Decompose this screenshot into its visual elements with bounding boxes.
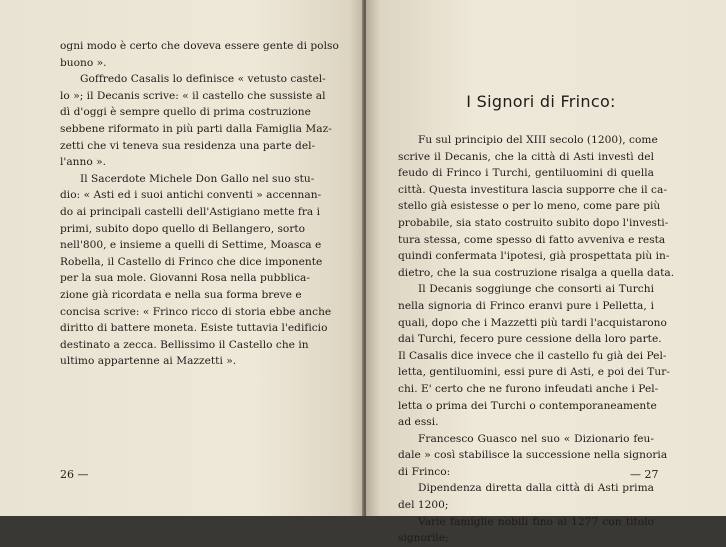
text-line: per la sua mole. Giovanni Rosa nella pubblica- [60,272,310,285]
text-line: lo »; il Decanis scrive: « il castello che sussiste al [60,89,326,102]
text-line: primi, subito dopo quello di Bellangero, sorto [60,222,306,235]
right-page [366,0,726,545]
text-line: quali, dopo che i Mazzetti più tardi l'acquistarono [398,316,667,329]
text-line: dietro, che la sua costruzione risalga a quella data. [398,266,675,279]
text-line: di Frinco: [398,465,451,478]
text-line: buono ». [60,56,107,69]
text-line: diritto di battere moneta. Esiste tuttavia l'edificio [60,322,328,335]
text-line: scrive il Decanis, che la città di Asti investì del [398,150,654,163]
text-line: dale » così stabilisce la successione nella signoria [398,449,668,462]
text-line: ultimo appartenne ai Mazzetti ». [60,355,237,368]
left-page [0,0,364,516]
text-line: quindi confermata l'ipotesi, già prospettata più in- [398,250,670,263]
text-line: Varie famiglie nobili fino al 1277 con titolo [418,515,654,528]
text-line: Robella, il Castello di Frinco che dice imponente [60,255,323,268]
text-line: l'anno ». [60,156,107,169]
text-line: sebbene riformato in più parti dalla Famiglia Maz- [60,122,332,135]
text-line: nell'800, e insieme a quelli di Settime, Moasca e [60,239,322,252]
text-line: dio: « Asti ed i suoi antichi conventi » accennan- [60,189,322,202]
text-line: letta, gentiluomini, essi pure di Asti, e poi dei Tur- [398,366,670,379]
chapter-heading: I Signori di Frinco: [466,92,616,111]
text-line: stello già esistesse o per lo meno, come pare più [398,200,661,213]
text-line: concisa scrive: « Frinco ricco di storia ebbe anche [60,305,332,318]
text-line: letta o prima dei Turchi o contemporaneamente [398,399,657,412]
right-page-body [398,132,675,547]
text-line: probabile, sia stato costruito subito dopo l'investi- [398,216,669,229]
text-line: signorile; [398,532,449,545]
text-line: città. Questa investitura lascia supporre che il ca- [398,183,667,196]
text-line: nella signoria di Frinco eranvi pure i Pelletta, i [398,299,654,312]
text-line: Il Casalis dice invece che il castello fu già dei Pel- [398,349,667,362]
left-page-number: 26 — [60,468,89,481]
text-line: tura stessa, come spesso di fatto avveniva e resta [398,233,666,246]
right-page-number: — 27 [630,468,659,481]
text-line: do ai principali castelli dell'Astigiano mette fra i [60,205,321,218]
text-line: zetti che vi teneva sua residenza una parte del- [60,139,316,152]
text-line: ogni modo è certo che doveva essere gente di polso [60,40,339,52]
text-line: Goffredo Casalis lo definisce « vetusto castel- [80,73,326,86]
text-line: zione già ricordata e nella sua forma breve e [60,288,302,301]
text-line: ad essi. [398,416,439,429]
text-line: dai Turchi, fecero pure cessione della loro parte. [398,333,662,346]
text-line: chi. E' certo che ne furono infeudati anche i Pel- [398,382,659,395]
text-line: Francesco Guasco nel suo « Dizionario feu- [418,432,654,445]
text-line: del 1200; [398,499,449,512]
text-line: feudo di Frinco i Turchi, gentiluomini di quella [398,167,654,180]
text-line: Dipendenza diretta dalla città di Asti prima [418,482,654,495]
text-line: Fu sul principio del XIII secolo (1200), come [418,134,658,146]
text-line: dì d'oggi è sempre quello di prima costruzione [60,106,311,119]
text-line: Il Sacerdote Michele Don Gallo nel suo stu- [80,172,315,185]
text-line: destinato a zecca. Bellissimo il Castello che in [60,338,309,351]
left-page-body [60,38,339,370]
text-line: Il Decanis soggiunge che consorti ai Turchi [418,283,654,296]
